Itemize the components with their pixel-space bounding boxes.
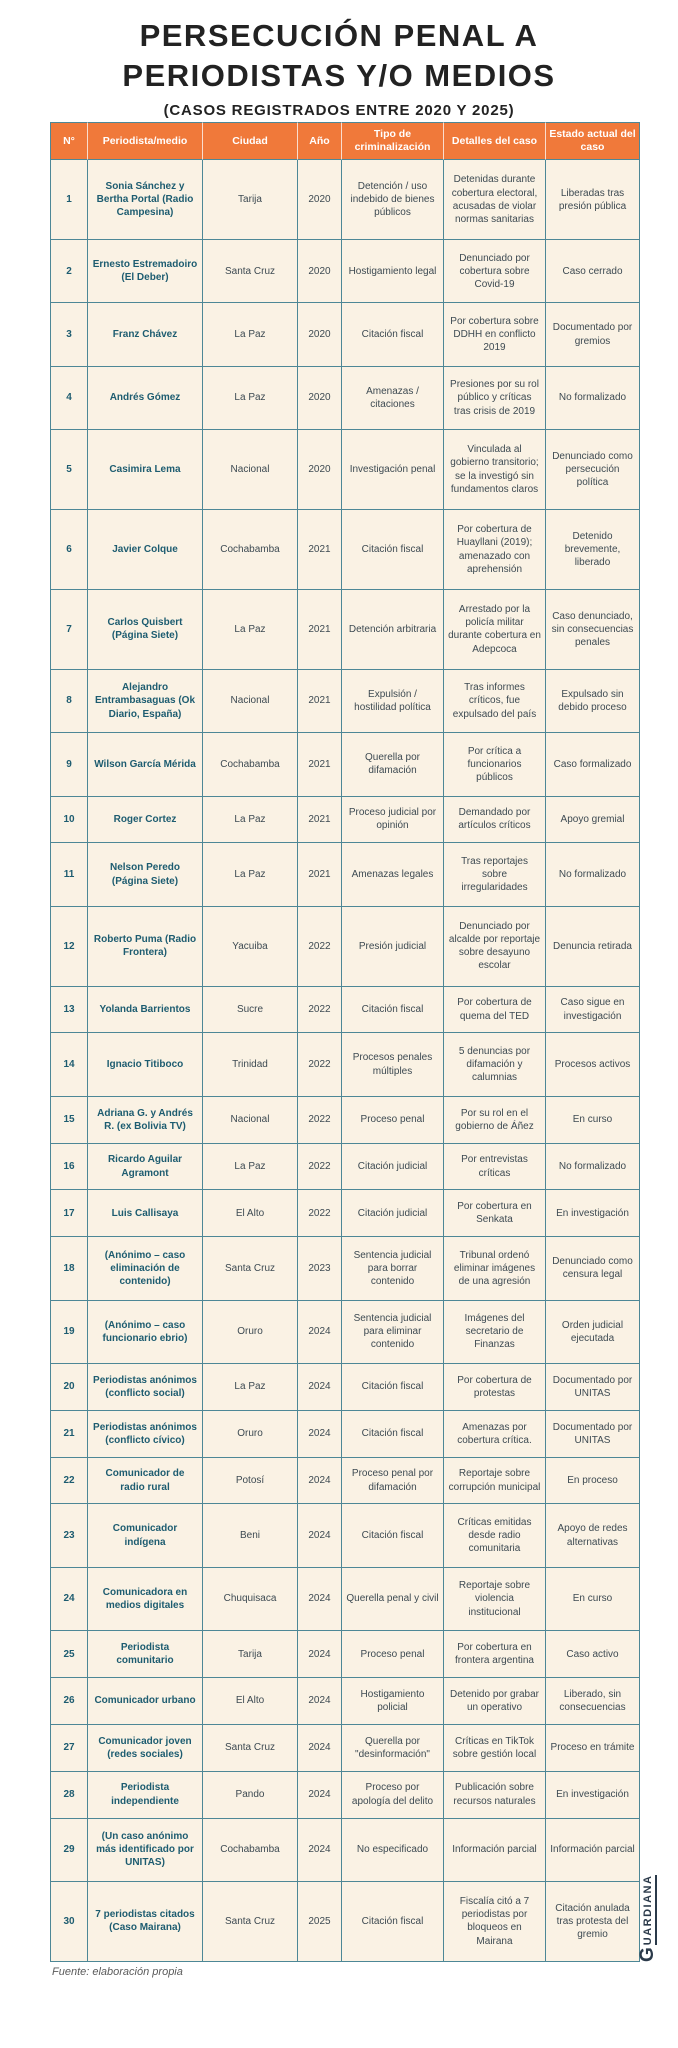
- table-row: [50, 510, 640, 590]
- case-number: 11: [50, 843, 88, 906]
- case-details: Arrestado por la policía militar durante cobertura en Adepcoca: [444, 590, 546, 670]
- table-row: [50, 240, 640, 303]
- case-details: Reportaje sobre corrupción municipal: [444, 1458, 546, 1505]
- case-details: Presiones por su rol público y críticas tras crisis de 2019: [444, 367, 546, 430]
- case-number: 8: [50, 670, 88, 733]
- journalist-name: Yolanda Barrientos: [88, 987, 203, 1034]
- case-year: 2020: [298, 367, 342, 430]
- case-status: Proceso en trámite: [546, 1725, 640, 1772]
- case-number: 4: [50, 367, 88, 430]
- journalist-name: Casimira Lema: [88, 430, 203, 510]
- table-row: [50, 1237, 640, 1300]
- case-number: 29: [50, 1819, 88, 1882]
- table-header-row: [50, 122, 640, 160]
- case-year: 2021: [298, 797, 342, 844]
- table-row: [50, 430, 640, 510]
- journalist-name: Comunicador joven (redes sociales): [88, 1725, 203, 1772]
- case-number: 13: [50, 987, 88, 1034]
- table-row: [50, 1364, 640, 1411]
- case-number: 20: [50, 1364, 88, 1411]
- case-status: Documentado por UNITAS: [546, 1411, 640, 1458]
- case-status: Denuncia retirada: [546, 907, 640, 987]
- journalist-name: Adriana G. y Andrés R. (ex Bolivia TV): [88, 1097, 203, 1144]
- table-row: [50, 590, 640, 670]
- journalist-name: Ricardo Aguilar Agramont: [88, 1144, 203, 1191]
- case-city: Cochabamba: [203, 1819, 298, 1882]
- guardiana-wordmark: UARDIANA: [643, 1875, 657, 1946]
- criminalization-type: Proceso judicial por opinión: [342, 797, 444, 844]
- table-row: [50, 1301, 640, 1364]
- table-row: [50, 1190, 640, 1237]
- criminalization-type: Procesos penales múltiples: [342, 1033, 444, 1096]
- table-row: [50, 367, 640, 430]
- case-status: En investigación: [546, 1190, 640, 1237]
- case-details: Publicación sobre recursos naturales: [444, 1772, 546, 1819]
- case-status: Procesos activos: [546, 1033, 640, 1096]
- case-details: Denunciado por alcalde por reportaje sobre desayuno escolar: [444, 907, 546, 987]
- case-details: Reportaje sobre violencia institucional: [444, 1568, 546, 1631]
- journalist-name: Carlos Quisbert (Página Siete): [88, 590, 203, 670]
- table-row: [50, 843, 640, 906]
- journalist-name: (Anónimo – caso eliminación de contenido): [88, 1237, 203, 1300]
- case-number: 24: [50, 1568, 88, 1631]
- case-status: Orden judicial ejecutada: [546, 1301, 640, 1364]
- criminalization-type: Citación fiscal: [342, 1882, 444, 1962]
- case-details: Críticas emitidas desde radio comunitaria: [444, 1504, 546, 1567]
- case-year: 2025: [298, 1882, 342, 1962]
- criminalization-type: Proceso penal por difamación: [342, 1458, 444, 1505]
- guardiana-g-icon: G: [637, 1947, 658, 1962]
- case-number: 7: [50, 590, 88, 670]
- table-row: [50, 1097, 640, 1144]
- criminalization-type: Proceso penal: [342, 1097, 444, 1144]
- table-row: [50, 1504, 640, 1567]
- criminalization-type: Citación fiscal: [342, 987, 444, 1034]
- criminalization-type: Querella por "desinformación": [342, 1725, 444, 1772]
- case-details: Por su rol en el gobierno de Áñez: [444, 1097, 546, 1144]
- table-row: [50, 1772, 640, 1819]
- criminalization-type: Detención arbitraria: [342, 590, 444, 670]
- source-note: Fuente: elaboración propia: [52, 1966, 183, 1978]
- case-year: 2022: [298, 987, 342, 1034]
- criminalization-type: Sentencia judicial para borrar contenido: [342, 1237, 444, 1300]
- journalist-name: Periodista comunitario: [88, 1631, 203, 1678]
- case-city: La Paz: [203, 1364, 298, 1411]
- column-header-year: Año: [298, 122, 342, 160]
- criminalization-type: Presión judicial: [342, 907, 444, 987]
- case-city: La Paz: [203, 303, 298, 366]
- case-number: 21: [50, 1411, 88, 1458]
- case-status: Denunciado como persecución política: [546, 430, 640, 510]
- case-details: Por cobertura sobre DDHH en conflicto 2019: [444, 303, 546, 366]
- case-details: Detenidas durante cobertura electoral, acusadas de violar normas sanitarias: [444, 160, 546, 240]
- column-header-status: Estado actual del caso: [546, 122, 640, 160]
- table-row: [50, 1411, 640, 1458]
- criminalization-type: Expulsión / hostilidad política: [342, 670, 444, 733]
- case-year: 2024: [298, 1364, 342, 1411]
- criminalization-type: Citación judicial: [342, 1144, 444, 1191]
- case-city: Cochabamba: [203, 733, 298, 796]
- case-year: 2024: [298, 1411, 342, 1458]
- criminalization-type: Proceso por apología del delito: [342, 1772, 444, 1819]
- case-details: Por cobertura de Huayllani (2019); amenazado con aprehensión: [444, 510, 546, 590]
- case-year: 2024: [298, 1678, 342, 1725]
- case-city: El Alto: [203, 1678, 298, 1725]
- case-year: 2024: [298, 1458, 342, 1505]
- case-city: Sucre: [203, 987, 298, 1034]
- case-city: Tarija: [203, 1631, 298, 1678]
- case-status: En curso: [546, 1568, 640, 1631]
- case-city: La Paz: [203, 367, 298, 430]
- case-details: Información parcial: [444, 1819, 546, 1882]
- case-year: 2022: [298, 1097, 342, 1144]
- case-number: 26: [50, 1678, 88, 1725]
- case-city: La Paz: [203, 590, 298, 670]
- guardiana-logo: [638, 1875, 657, 1962]
- table-row: [50, 1458, 640, 1505]
- case-details: Tribunal ordenó eliminar imágenes de una agresión: [444, 1237, 546, 1300]
- case-year: 2023: [298, 1237, 342, 1300]
- case-status: No formalizado: [546, 367, 640, 430]
- case-city: Tarija: [203, 160, 298, 240]
- case-number: 22: [50, 1458, 88, 1505]
- journalist-name: Javier Colque: [88, 510, 203, 590]
- table-row: [50, 1678, 640, 1725]
- case-city: Yacuiba: [203, 907, 298, 987]
- case-status: Caso cerrado: [546, 240, 640, 303]
- case-year: 2020: [298, 303, 342, 366]
- case-number: 17: [50, 1190, 88, 1237]
- case-number: 6: [50, 510, 88, 590]
- journalist-name: Comunicador de radio rural: [88, 1458, 203, 1505]
- journalist-name: (Anónimo – caso funcionario ebrio): [88, 1301, 203, 1364]
- case-year: 2024: [298, 1301, 342, 1364]
- criminalization-type: Querella penal y civil: [342, 1568, 444, 1631]
- case-number: 25: [50, 1631, 88, 1678]
- journalist-name: Alejandro Entrambasaguas (Ok Diario, España): [88, 670, 203, 733]
- case-status: Documentado por gremios: [546, 303, 640, 366]
- case-details: Demandado por artículos críticos: [444, 797, 546, 844]
- case-status: Apoyo gremial: [546, 797, 640, 844]
- journalist-name: Comunicadora en medios digitales: [88, 1568, 203, 1631]
- page-subtitle: (CASOS REGISTRADOS ENTRE 2020 Y 2025): [163, 102, 515, 119]
- case-number: 30: [50, 1882, 88, 1962]
- case-city: Santa Cruz: [203, 1882, 298, 1962]
- journalist-name: Andrés Gómez: [88, 367, 203, 430]
- case-city: Santa Cruz: [203, 1725, 298, 1772]
- case-city: La Paz: [203, 797, 298, 844]
- case-year: 2022: [298, 1033, 342, 1096]
- case-year: 2024: [298, 1772, 342, 1819]
- case-details: Fiscalía citó a 7 periodistas por bloqueos en Mairana: [444, 1882, 546, 1962]
- case-number: 9: [50, 733, 88, 796]
- case-year: 2021: [298, 733, 342, 796]
- case-city: Trinidad: [203, 1033, 298, 1096]
- case-status: Información parcial: [546, 1819, 640, 1882]
- case-details: 5 denuncias por difamación y calumnias: [444, 1033, 546, 1096]
- case-details: Por crítica a funcionarios públicos: [444, 733, 546, 796]
- case-status: No formalizado: [546, 1144, 640, 1191]
- table-row: [50, 670, 640, 733]
- case-number: 5: [50, 430, 88, 510]
- journalist-name: Nelson Peredo (Página Siete): [88, 843, 203, 906]
- journalist-name: Roberto Puma (Radio Frontera): [88, 907, 203, 987]
- table-row: [50, 1568, 640, 1631]
- case-details: Amenazas por cobertura crítica.: [444, 1411, 546, 1458]
- journalist-name: Comunicador urbano: [88, 1678, 203, 1725]
- case-details: Por cobertura en frontera argentina: [444, 1631, 546, 1678]
- case-status: Caso formalizado: [546, 733, 640, 796]
- page-title-line2: PERIODISTAS Y/O MEDIOS: [122, 58, 556, 93]
- case-status: No formalizado: [546, 843, 640, 906]
- journalist-name: (Un caso anónimo más identificado por UNITAS): [88, 1819, 203, 1882]
- column-header-journalist: Periodista/medio: [88, 122, 203, 160]
- column-header-criminalization: Tipo de criminalización: [342, 122, 444, 160]
- case-year: 2020: [298, 240, 342, 303]
- case-details: Por cobertura de protestas: [444, 1364, 546, 1411]
- criminalization-type: Amenazas / citaciones: [342, 367, 444, 430]
- case-city: Cochabamba: [203, 510, 298, 590]
- case-year: 2024: [298, 1819, 342, 1882]
- case-year: 2021: [298, 843, 342, 906]
- criminalization-type: Citación fiscal: [342, 303, 444, 366]
- case-number: 15: [50, 1097, 88, 1144]
- criminalization-type: Hostigamiento legal: [342, 240, 444, 303]
- case-city: Nacional: [203, 670, 298, 733]
- criminalization-type: Citación fiscal: [342, 510, 444, 590]
- case-city: Oruro: [203, 1411, 298, 1458]
- case-status: Liberado, sin consecuencias: [546, 1678, 640, 1725]
- case-status: Detenido brevemente, liberado: [546, 510, 640, 590]
- case-status: En curso: [546, 1097, 640, 1144]
- case-year: 2024: [298, 1725, 342, 1772]
- case-details: Críticas en TikTok sobre gestión local: [444, 1725, 546, 1772]
- criminalization-type: No especificado: [342, 1819, 444, 1882]
- journalist-name: Luis Callisaya: [88, 1190, 203, 1237]
- journalist-name: Comunicador indígena: [88, 1504, 203, 1567]
- journalist-name: Periodistas anónimos (conflicto cívico): [88, 1411, 203, 1458]
- table-row: [50, 907, 640, 987]
- case-city: El Alto: [203, 1190, 298, 1237]
- case-details: Detenido por grabar un operativo: [444, 1678, 546, 1725]
- case-status: Liberadas tras presión pública: [546, 160, 640, 240]
- table-row: [50, 1725, 640, 1772]
- case-status: En investigación: [546, 1772, 640, 1819]
- journalist-name: Roger Cortez: [88, 797, 203, 844]
- case-year: 2022: [298, 907, 342, 987]
- case-city: Nacional: [203, 1097, 298, 1144]
- case-year: 2024: [298, 1631, 342, 1678]
- journalist-name: Periodista independiente: [88, 1772, 203, 1819]
- case-number: 16: [50, 1144, 88, 1191]
- case-details: Por entrevistas críticas: [444, 1144, 546, 1191]
- journalist-name: Ignacio Titiboco: [88, 1033, 203, 1096]
- case-status: Apoyo de redes alternativas: [546, 1504, 640, 1567]
- table-row: [50, 1033, 640, 1096]
- table-row: [50, 160, 640, 240]
- page-header: [0, 0, 678, 119]
- criminalization-type: Sentencia judicial para eliminar contenido: [342, 1301, 444, 1364]
- case-city: Santa Cruz: [203, 1237, 298, 1300]
- case-status: Documentado por UNITAS: [546, 1364, 640, 1411]
- column-header-city: Ciudad: [203, 122, 298, 160]
- case-status: Expulsado sin debido proceso: [546, 670, 640, 733]
- case-year: 2020: [298, 430, 342, 510]
- cases-table-wrapper: [50, 122, 640, 1962]
- case-number: 19: [50, 1301, 88, 1364]
- case-city: Santa Cruz: [203, 240, 298, 303]
- case-city: Nacional: [203, 430, 298, 510]
- criminalization-type: Detención / uso indebido de bienes públicos: [342, 160, 444, 240]
- table-row: [50, 797, 640, 844]
- table-body: [50, 160, 640, 1962]
- case-details: Por cobertura en Senkata: [444, 1190, 546, 1237]
- journalist-name: Franz Chávez: [88, 303, 203, 366]
- criminalization-type: Citación fiscal: [342, 1504, 444, 1567]
- case-year: 2024: [298, 1504, 342, 1567]
- case-city: Chuquisaca: [203, 1568, 298, 1631]
- journalist-name: Sonia Sánchez y Bertha Portal (Radio Campesina): [88, 160, 203, 240]
- criminalization-type: Investigación penal: [342, 430, 444, 510]
- case-status: Caso activo: [546, 1631, 640, 1678]
- case-year: 2022: [298, 1190, 342, 1237]
- table-row: [50, 733, 640, 796]
- criminalization-type: Hostigamiento policial: [342, 1678, 444, 1725]
- case-city: La Paz: [203, 843, 298, 906]
- criminalization-type: Proceso penal: [342, 1631, 444, 1678]
- journalist-name: 7 periodistas citados (Caso Mairana): [88, 1882, 203, 1962]
- criminalization-type: Citación judicial: [342, 1190, 444, 1237]
- case-details: Denunciado por cobertura sobre Covid-19: [444, 240, 546, 303]
- case-details: Imágenes del secretario de Finanzas: [444, 1301, 546, 1364]
- case-year: 2024: [298, 1568, 342, 1631]
- case-year: 2021: [298, 510, 342, 590]
- table-row: [50, 1631, 640, 1678]
- case-number: 1: [50, 160, 88, 240]
- criminalization-type: Citación fiscal: [342, 1411, 444, 1458]
- case-number: 28: [50, 1772, 88, 1819]
- case-city: La Paz: [203, 1144, 298, 1191]
- case-year: 2022: [298, 1144, 342, 1191]
- column-header-details: Detalles del caso: [444, 122, 546, 160]
- case-details: Tras reportajes sobre irregularidades: [444, 843, 546, 906]
- case-number: 23: [50, 1504, 88, 1567]
- case-year: 2020: [298, 160, 342, 240]
- journalist-name: Wilson García Mérida: [88, 733, 203, 796]
- case-city: Potosí: [203, 1458, 298, 1505]
- criminalization-type: Querella por difamación: [342, 733, 444, 796]
- case-number: 12: [50, 907, 88, 987]
- cases-table: [50, 122, 640, 1962]
- journalist-name: Ernesto Estremadoiro (El Deber): [88, 240, 203, 303]
- case-number: 18: [50, 1237, 88, 1300]
- case-city: Oruro: [203, 1301, 298, 1364]
- case-number: 2: [50, 240, 88, 303]
- case-year: 2021: [298, 590, 342, 670]
- case-status: Denunciado como censura legal: [546, 1237, 640, 1300]
- table-row: [50, 1882, 640, 1962]
- case-status: Caso sigue en investigación: [546, 987, 640, 1034]
- case-city: Pando: [203, 1772, 298, 1819]
- case-year: 2021: [298, 670, 342, 733]
- column-header-number: N°: [50, 122, 88, 160]
- case-number: 14: [50, 1033, 88, 1096]
- case-city: Beni: [203, 1504, 298, 1567]
- case-details: Por cobertura de quema del TED: [444, 987, 546, 1034]
- case-number: 27: [50, 1725, 88, 1772]
- table-row: [50, 1144, 640, 1191]
- case-details: Vinculada al gobierno transitorio; se la investigó sin fundamentos claros: [444, 430, 546, 510]
- page-title: [0, 16, 678, 96]
- case-details: Tras informes críticos, fue expulsado del país: [444, 670, 546, 733]
- case-number: 10: [50, 797, 88, 844]
- criminalization-type: Citación fiscal: [342, 1364, 444, 1411]
- journalist-name: Periodistas anónimos (conflicto social): [88, 1364, 203, 1411]
- case-number: 3: [50, 303, 88, 366]
- case-status: Caso denunciado, sin consecuencias penales: [546, 590, 640, 670]
- criminalization-type: Amenazas legales: [342, 843, 444, 906]
- table-row: [50, 987, 640, 1034]
- table-row: [50, 303, 640, 366]
- table-row: [50, 1819, 640, 1882]
- case-status: Citación anulada tras protesta del gremio: [546, 1882, 640, 1962]
- case-status: En proceso: [546, 1458, 640, 1505]
- table-header: [50, 122, 640, 160]
- page-title-line1: PERSECUCIÓN PENAL A: [139, 18, 539, 53]
